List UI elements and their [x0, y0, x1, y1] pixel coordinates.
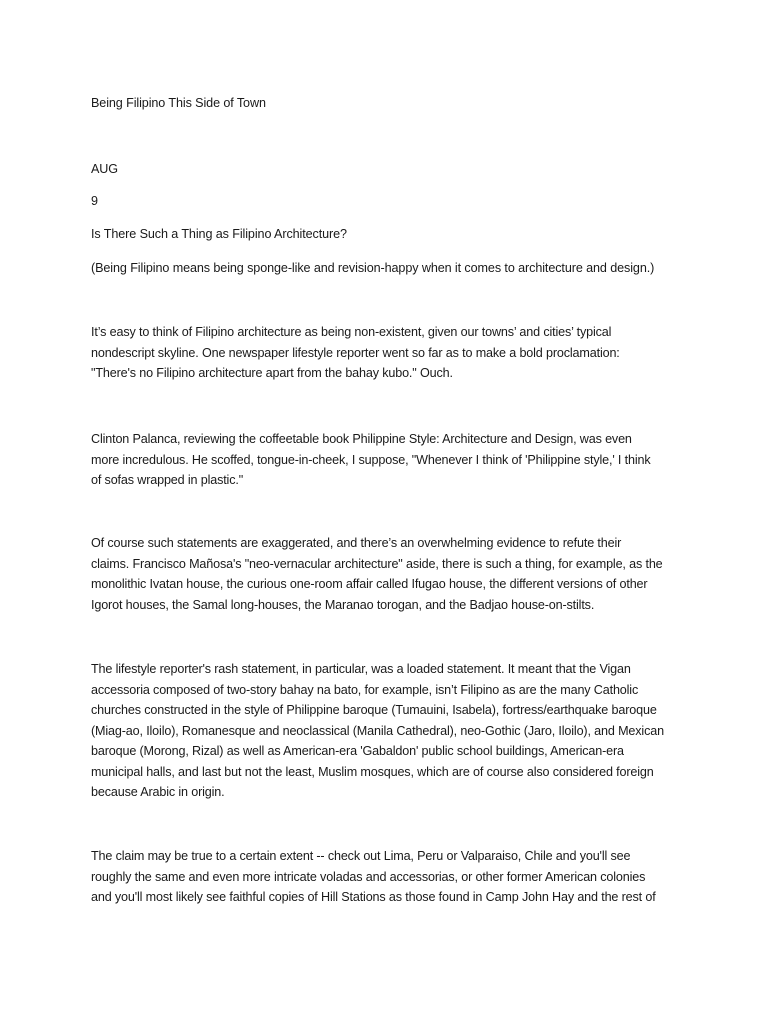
paragraph-line: Igorot houses, the Samal long-houses, the Maranao torogan, and the Badjao house-on-stilts.	[91, 597, 595, 612]
paragraph-line: nondescript skyline. One newspaper lifestyle reporter went so far as to make a bold proclamation:	[91, 345, 620, 360]
paragraph-line: "There's no Filipino architecture apart from the bahay kubo." Ouch.	[91, 366, 453, 380]
blog-title: Being Filipino This Side of Town	[91, 96, 266, 110]
paragraph-line: Clinton Palanca, reviewing the coffeetable book Philippine Style: Architecture and Design, was even	[91, 432, 632, 446]
paragraph-line: municipal halls, and last but not the least, Muslim mosques, which are of course also considered foreign	[91, 764, 654, 779]
paragraph-line: roughly the same and even more intricate voladas and accessorias, or other former American colonies	[91, 869, 646, 884]
paragraph-line: The claim may be true to a certain extent -- check out Lima, Peru or Valparaiso, Chile and you'll see	[91, 849, 631, 863]
paragraph-line: churches constructed in the style of Philippine baroque (Tumauini, Isabela), fortress/earthquake baroque	[91, 703, 657, 717]
post-date-month: AUG	[91, 162, 118, 176]
paragraph-2	[91, 429, 681, 491]
paragraph-line: accessoria composed of two-story bahay na bato, for example, isn’t Filipino as are the many Catholic	[91, 682, 639, 697]
paragraph-line: baroque (Morong, Rizal) as well as American-era 'Gabaldon' public school buildings, American-era	[91, 744, 624, 758]
paragraph-line: claims. Francisco Mañosa's "neo-vernacular architecture" aside, there is such a thing, for example, as the	[91, 556, 663, 571]
paragraph-1	[91, 322, 681, 384]
post-subtitle: (Being Filipino means being sponge-like and revision-happy when it comes to architecture and design.)	[91, 261, 655, 275]
paragraph-line: and you'll most likely see faithful copies of Hill Stations as those found in Camp John Hay and the rest of	[91, 890, 656, 904]
post-title: Is There Such a Thing as Filipino Architecture?	[91, 227, 347, 241]
paragraph-line: Of course such statements are exaggerated, and there’s an overwhelming evidence to refute their	[91, 536, 622, 550]
paragraph-line: The lifestyle reporter's rash statement, in particular, was a loaded statement. It meant that the Vigan	[91, 662, 631, 676]
paragraph-line: because Arabic in origin.	[91, 785, 225, 799]
paragraph-line: (Miag-ao, Iloilo), Romanesque and neoclassical (Manila Cathedral), neo-Gothic (Jaro, Iloilo), and Mexican	[91, 723, 664, 738]
post-date-day: 9	[91, 194, 98, 208]
paragraph-4	[91, 659, 681, 803]
paragraph-line: It’s easy to think of Filipino architecture as being non-existent, given our towns’ and cities’ typical	[91, 325, 612, 339]
paragraph-5	[91, 846, 681, 908]
paragraph-line: monolithic Ivatan house, the curious one-room affair called Ifugao house, the different versions of other	[91, 577, 648, 591]
paragraph-line: more incredulous. He scoffed, tongue-in-cheek, I suppose, "Whenever I think of 'Philippine style,' I think	[91, 452, 651, 467]
paragraph-3	[91, 533, 681, 615]
paragraph-line: of sofas wrapped in plastic."	[91, 473, 244, 487]
